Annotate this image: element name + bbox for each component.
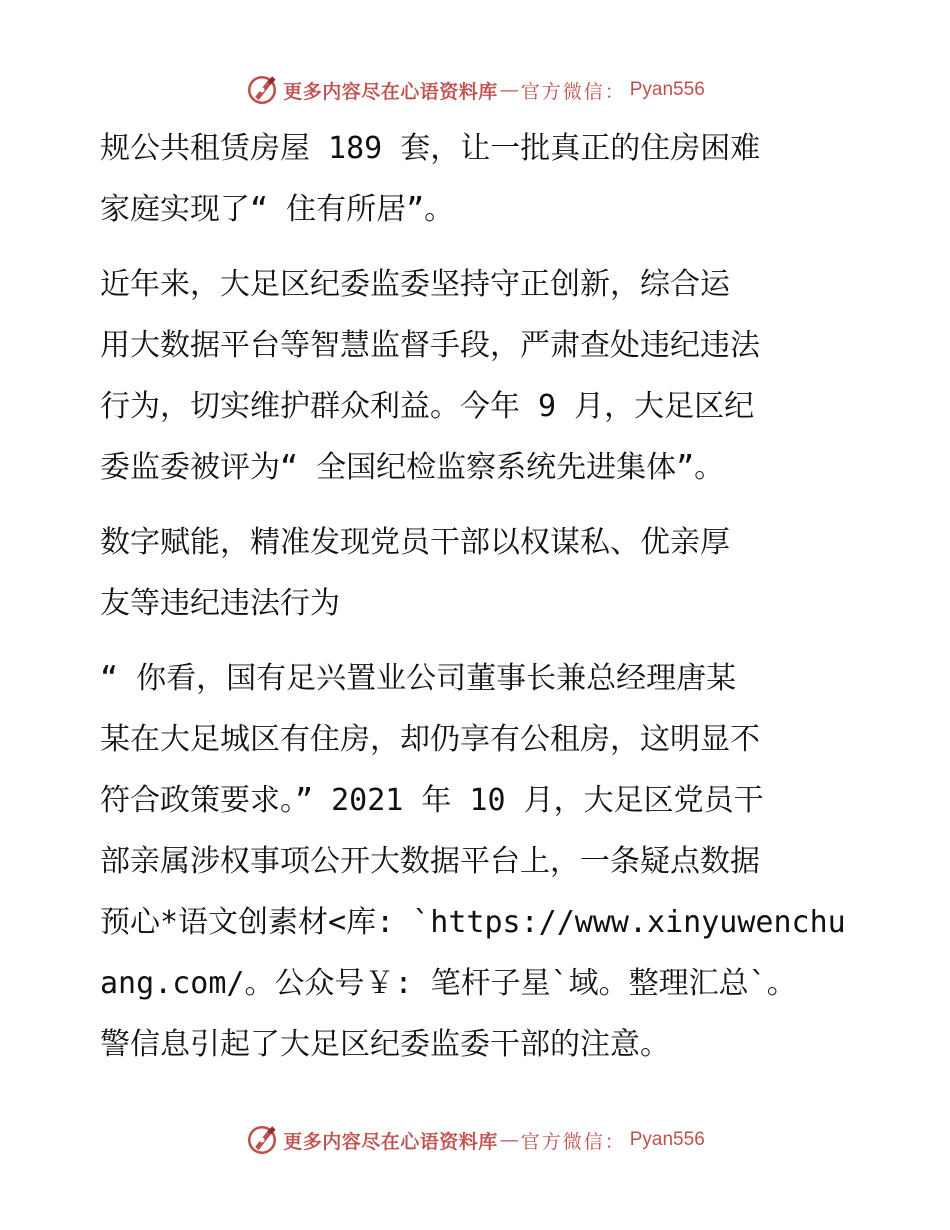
paragraph [100,254,860,498]
watermark-dash: — [499,1129,519,1151]
text-line: 某在大足城区有住房，却仍享有公租房，这明显不 [100,722,760,757]
watermark-text: 更多内容尽在心语资料库 [283,80,498,103]
paragraph [100,118,860,240]
text-line: 友等违纪违法行为 [100,586,340,621]
text-line: 符合政策要求。” 2021 年 10 月，大足区党员干 [100,783,764,818]
watermark-dash: — [499,79,519,101]
watermark-wechat-id: Pyan556 [629,1129,705,1150]
watermark-text: 更多内容尽在心语资料库 [283,1130,498,1153]
header-watermark [0,70,950,110]
footer-watermark [0,1120,950,1160]
watermark-wechat-id: Pyan556 [629,79,705,100]
text-line: 预心*语文创素材<库: `https://www.xinyuwenchu [100,905,846,940]
pen-nib-logo-icon [245,1123,279,1157]
text-line: “ 你看，国有足兴置业公司董事长兼总经理唐某 [100,661,737,696]
text-line: ang.com/。公众号￥: 笔杆子星`域。整理汇总`。 [100,966,797,1001]
text-line: 委监委被评为“ 全国纪检监察系统先进集体”。 [100,450,725,485]
text-line: 数字赋能，精准发现党员干部以权谋私、优亲厚 [100,525,730,560]
watermark-official-label: 官方微信： [520,1130,626,1153]
pen-nib-logo-icon [245,73,279,107]
text-line: 警信息引起了大足区纪委监委干部的注意。 [100,1027,670,1062]
text-line: 行为，切实维护群众利益。今年 9 月，大足区纪 [100,389,755,424]
watermark-official-label: 官方微信： [520,80,626,103]
text-line: 部亲属涉权事项公开大数据平台上，一条疑点数据 [100,844,760,879]
text-line: 家庭实现了“ 住有所居”。 [100,192,455,227]
text-line: 用大数据平台等智慧监督手段，严肃查处违纪违法 [100,328,760,363]
paragraph [100,648,860,1075]
text-line: 近年来，大足区纪委监委坚持守正创新，综合运 [100,267,730,302]
section-heading [100,512,860,634]
document-body [100,118,860,1089]
text-line: 规公共租赁房屋 189 套，让一批真正的住房困难 [100,131,761,166]
